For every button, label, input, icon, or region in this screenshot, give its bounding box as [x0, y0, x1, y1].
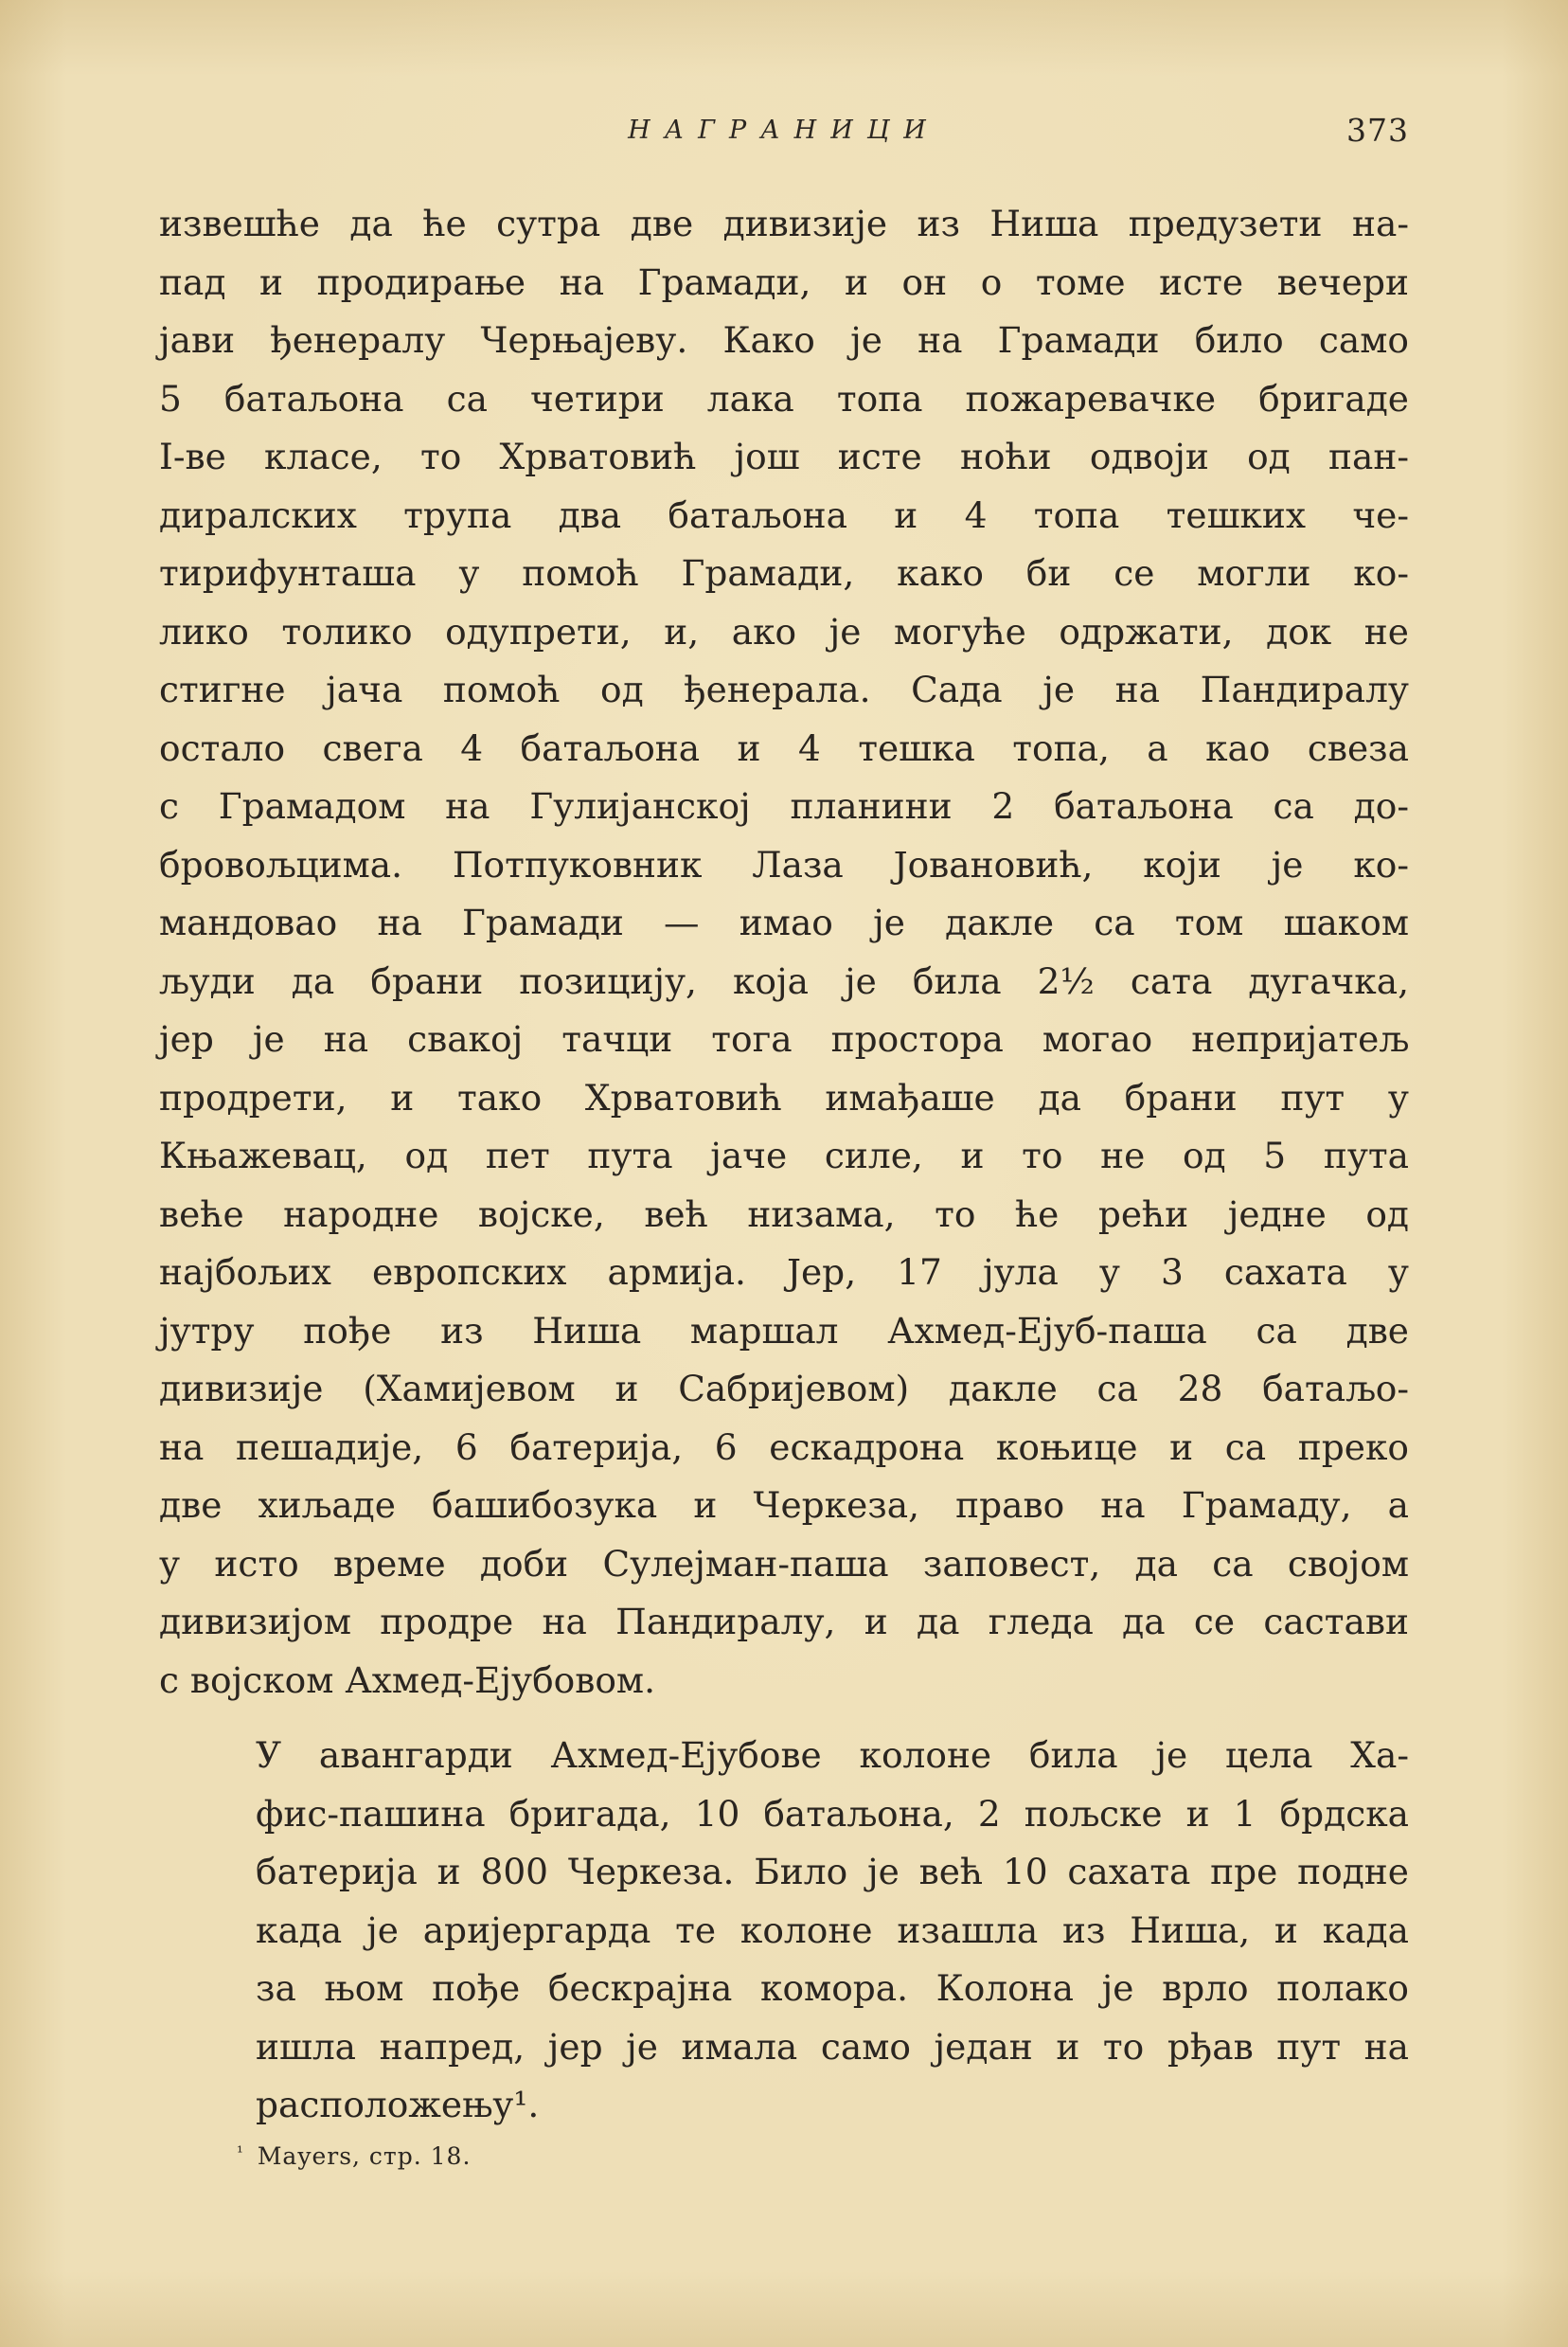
text-line: У авангарди Ахмед-Ејубове колоне била је цела Ха- [256, 1734, 1409, 1776]
text-line: пад и продирање на Грамади, и он о томе исте вечери [159, 260, 1409, 303]
text-line: људи да брани позицију, која је била 2½ сата дугачка, [159, 959, 1409, 1002]
text-line: дивизије (Хамијевом и Сабријевом) дакле са 28 батаљо- [159, 1368, 1409, 1409]
text-line: јави ђенералу Черњајеву. Како је на Грамади било само [159, 319, 1409, 361]
text-line: дивизијом продре на Пандиралу, и да гледа да се састави [159, 1601, 1409, 1642]
text-line: бровољцима. Потпуковник Лаза Јовановић, који је ко- [159, 843, 1409, 886]
text-line: продрети, и тако Хрватовић имађаше да брани пут у [159, 1076, 1409, 1119]
text-line: две хиљаде башибозука и Черкеза, право на Грамаду, а [159, 1484, 1409, 1526]
text-line: стигне јача помоћ од ђенерала. Сада је на Пандиралу [159, 669, 1409, 710]
text-line: ишла напред, јер је имала само један и то рђав пут на [256, 2025, 1409, 2068]
text-line: тирифунташа у помоћ Грамади, како би се могли ко- [159, 552, 1409, 594]
text-line: веће народне војске, већ низама, то ће рећи једне од [159, 1192, 1409, 1235]
text-line: за њом пође бескрајна комора. Колона је врло полако [256, 1967, 1409, 2009]
paragraph-2 [159, 1727, 1409, 2135]
text-line: расположењу¹. [256, 2084, 540, 2125]
text-line: батерија и 800 Черкеза. Било је већ 10 сахата пре подне [256, 1851, 1409, 1892]
text-line: фис-пашина бригада, 10 батаљона, 2 пољске и 1 брдска [256, 1792, 1409, 1835]
text-line: у исто време доби Сулејман-паша заповест, да са својом [159, 1542, 1409, 1585]
text-line: Књажевац, од пет пута јаче силе, и то не од 5 пута [159, 1135, 1409, 1176]
text-line: с Грамадом на Гулијанској планини 2 батаљона са до- [159, 785, 1409, 827]
text-line: 5 батаљона са четири лака топа пожаревачке бригаде [159, 377, 1409, 420]
text-line: с војском Ахмед-Ејубовом. [159, 1658, 656, 1701]
footnote-mark: ¹ [237, 2143, 244, 2162]
footnote [237, 2142, 471, 2170]
page-number: 373 [1346, 112, 1409, 149]
text-line: мандовао на Грамади — имао је дакле са том шаком [159, 902, 1409, 943]
text-line: извешће да ће сутра две дивизије из Ниша предузети на- [159, 203, 1409, 244]
text-line: када је аријергарда те колоне изашла из Ниша, и када [256, 1908, 1409, 1951]
text-line: лико толико одупрети, и, ако је могуће одржати, док не [159, 610, 1409, 653]
text-line: I-ве класе, то Хрватовић још исте ноћи одвоји од пан- [159, 436, 1409, 477]
text-line: најбољих европских армија. Јер, 17 јула у 3 сахата у [159, 1251, 1409, 1293]
running-head [159, 112, 1409, 159]
footnote-text: Mayers, стр. 18. [257, 2142, 472, 2170]
text-line: јутру пође из Ниша маршал Ахмед-Ејуб-паша са две [159, 1309, 1409, 1352]
running-title: НАГРАНИЦИ [628, 116, 940, 145]
text-line: јер је на свакој тачци тога простора могао непријатељ [159, 1018, 1409, 1060]
body-text [159, 195, 1409, 2135]
text-line: остало свега 4 батаљона и 4 тешка топа, а као свеза [159, 726, 1409, 769]
text-line: на пешадије, 6 батерија, 6 ескадрона коњице и са преко [159, 1425, 1409, 1468]
paragraph-1 [159, 195, 1409, 1710]
text-line: диралских трупа два батаљона и 4 топа тешких че- [159, 493, 1409, 536]
